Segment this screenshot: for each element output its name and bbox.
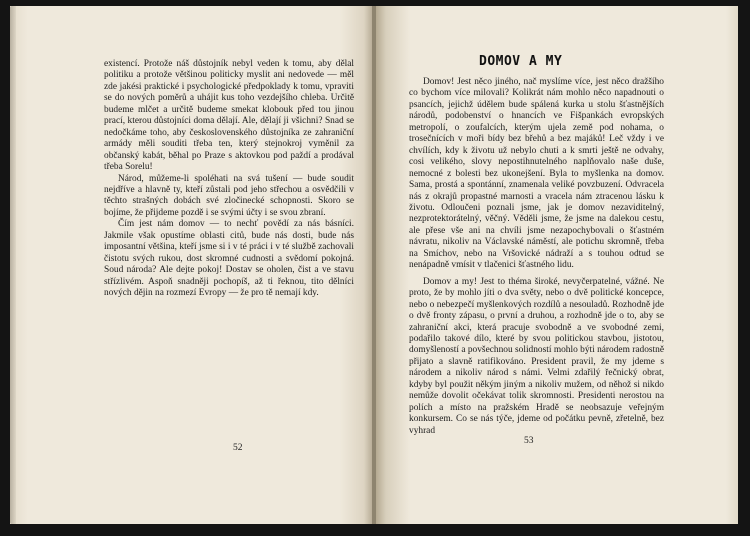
left-page-body: [104, 59, 354, 300]
paragraph: Národ, můžeme-li spoléhati na svá tušení — bude soudit nejdříve a hlavně ty, kteří zůstali pod jeho střechou a osvědčili v těchto strašných dobách své zločinecké schopnosti. Skoro se bojíme, že přijdeme pozdě i se svými účty i se svou zbraní.: [104, 173, 354, 218]
paragraph: Domov a my! Jest to théma široké, nevyčerpatelné, vážné. Ne proto, že by mohlo jíti o dva světy, nebo o dvě politické koncepce, nebo o nebezpečí myšlenkových rozdílů a nesouladů. Rozhodně jde o dvě fronty zápasu, o první a druhou, a rozhodně jde o to, aby se zahraniční akci, která pracuje svobodně a ve svobodné zemi, podařilo takové dílo, které by svou politickou stavbou, jistotou, domyšleností a povšechnou solidností mohlo býti národem radostně přijato a slavně ratifikováno. President pravil, že my jdeme s národem a nikoliv národ s námi. Velmi zdařilý řečnický obrat, kdyby byl použit někým jiným a nikoliv mužem, od něhož si nikdo nemůže dovolit očekávat tolik skromnosti. Presidenti nerostou na polích a místo na pražském Hradě se neobsazuje veřejným konkursem. Co se nás týče, jdeme od počátku pevně, zřetelně, bez vyhrad: [409, 276, 664, 436]
page-edge: [10, 6, 16, 524]
paragraph: Čím jest nám domov — to nechť povědí za nás básníci. Jakmile však opustíme oblasti citů, bude nás dosti, bude nás imposantní většina, kteří jsme si i v té práci i v té službě zachovali čistotu svých rukou, dost skromné cudnosti a svědomí pokojná. Soud národa? Ale dejte pokoj! Dostav se oholen, čist a ve stavu střízlivém. Aspoň snadněji pochopíš, až ti řeknou, tito dělníci nových dějin na rozmezí Evropy — že pro tě nemají kdy.: [104, 219, 354, 299]
right-page: [376, 6, 738, 524]
right-page-body: [409, 77, 664, 437]
left-page: [10, 6, 372, 524]
book-spread: [10, 6, 738, 524]
page-number: 52: [233, 443, 243, 453]
paragraph: Domov! Jest něco jiného, nač myslíme více, jest něco dražšího co bychom více milovali? Kolikrát nám mohlo něco napadnouti o psancích, jejichž údělem bude spálená kurka u stolu šťastnějších národů, podobenství o hnancích ve Fišpankách evropských metropolí, o zoufalcích, kterým ujela země pod nohama, o trosečnících v moři bídy bez břehů a bez majáků! Leč vždy i ve chvílích, kdy k životu už nebylo chuti a k smrti ještě ne odvahy, cosi velikého, slovy nepostihnutelného naplňovalo naše duše, nemocné z bolesti bez ukonejšení. Byla to myšlenka na domov. Sama, prostá a spontánní, znamenala veliké povzbuzení. Odvracela nás z okrajů propastné marnosti a vracela nám ztracenou lásku k životu. Odloučeni poznali jsme, jak je domov nezaviditelný, nezprotektorátelný, věčný. Věděli jsme, že jsme na dalekou cestu, ale přese vše ani na chvíli jsme nezapochybovali o šťastném návratu, nikoliv na Václavské náměstí, ale potichu skromně, třeba na Smíchov, nebo na Vršovické nádraží a s touhou odtud se nenápadně vmísit v tlačenici šťastného lidu.: [409, 77, 664, 271]
page-number: 53: [524, 436, 534, 446]
paragraph: existencí. Protože náš důstojník nebyl veden k tomu, aby dělal politiku a protože většinou politicky myslit ani nedovede — měl zde jakési praktické i psychologické předpoklady k tomu, vpraviti se do nových poměrů a uhájit kus toho vezdejšího chleba. Určitě budeme mlčet a určitě budeme smekat klobouk před tou jinou prací, kterou důstojníci doma dělají. Ale, dělají ji všichni? Snad se nedočkáme toho, aby československého důstojníka ze zahraniční armády měli souditi třeba ten, který stejnokroj vyměnil za občanský kabát, běhal po Praze s aktovkou pod paždí a prodával třeba Sorelu!: [104, 59, 354, 173]
chapter-title: DOMOV A MY: [479, 54, 563, 69]
